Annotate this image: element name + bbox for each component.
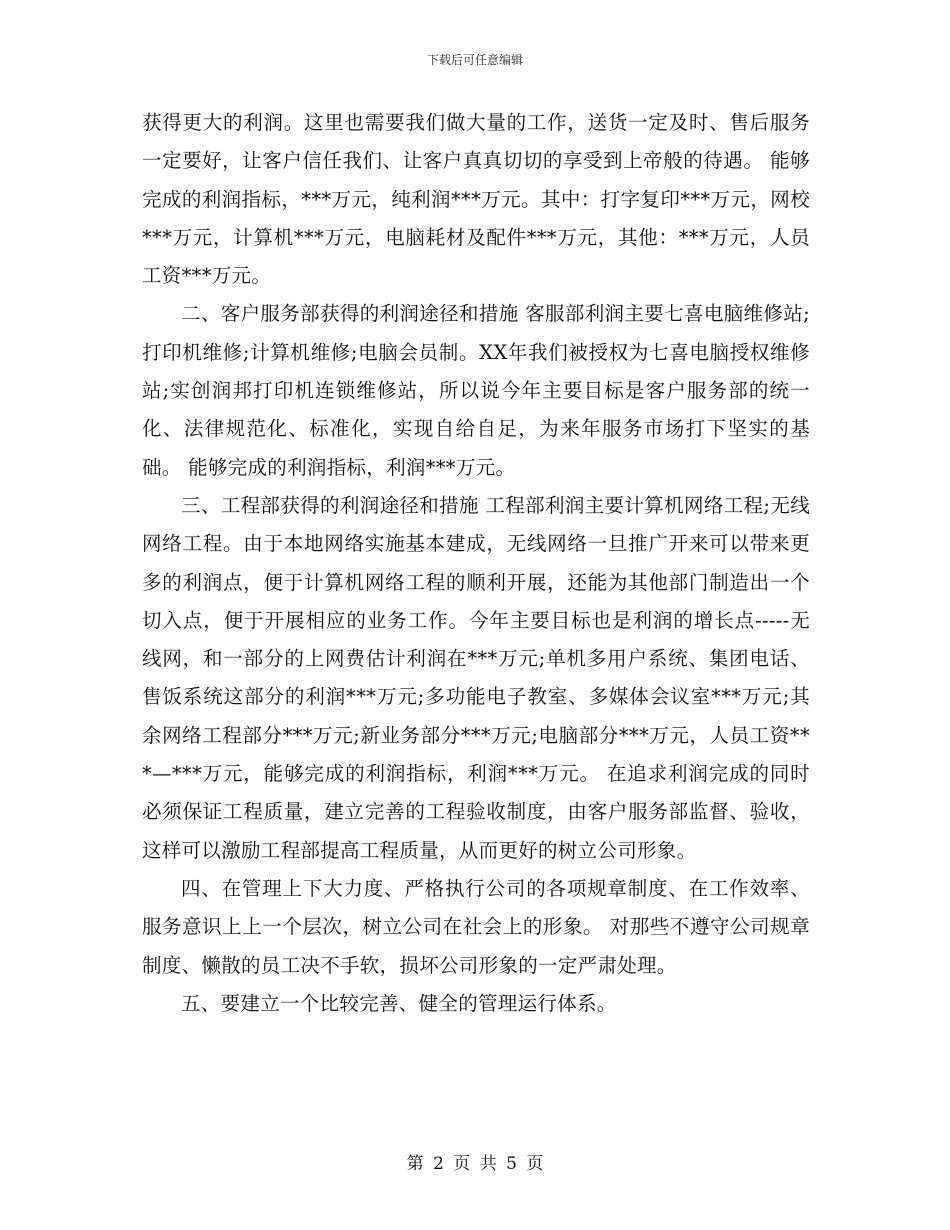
paragraph-profit-continuation: 获得更大的利润。这里也需要我们做大量的工作，送货一定及时、售后服务一定要好，让客户信任我们、让客户真真切切的享受到上帝般的待遇。 能够完成的利润指标，***万元，纯利润***万元。其中：打字复印***万元，网校***万元，计算机***万元，电脑耗材及配件***万元，其他：***万元，人员工资***万元。 — [142, 111, 810, 288]
paragraph-engineering: 三、工程部获得的利润途径和措施 工程部利润主要计算机网络工程;无线网络工程。由于本地网络实施基本建成，无线网络一旦推广开来可以带来更多的利润点，便于计算机网络工程的顺利开展，还能为其他部门制造出一个切入点，便于开展相应的业务工作。今年主要目标也是利润的增长点-----无线网，和一部分的上网费估计利润在***万元;单机多用户系统、集团电话、售饭系统这部分的利润***万元;多功能电子教室、多媒体会议室***万元;其余网络工程部分***万元;新业务部分***万元;电脑部分***万元，人员工资***—***万元，能够完成的利润指标，利润***万元。 在追求利润完成的同时必须保证工程质量，建立完善的工程验收制度，由客户服务部监督、验收，这样可以激励工程部提高工程质量，从而更好的树立公司形象。 — [142, 493, 810, 862]
page-number: 第 2 页 共 5 页 — [406, 1154, 544, 1174]
paragraph-customer-service: 二、客户服务部获得的利润途径和措施 客服部利润主要七喜电脑维修站;打印机维修;计算机维修;电脑会员制。XX年我们被授权为七喜电脑授权维修站;实创润邦打印机连锁维修站，所以说今年主要目标是客户服务部的统一化、法律规范化、标准化，实现自给自足，为来年服务市场打下坚实的基础。 能够完成的利润指标，利润***万元。 — [142, 302, 810, 479]
document-body — [142, 104, 810, 1023]
paragraph-management: 四、在管理上下大力度、严格执行公司的各项规章制度、在工作效率、服务意识上上一个层次，树立公司在社会上的形象。 对那些不遵守公司规章制度、懒散的员工决不手软，损坏公司形象的一定严肃处理。 — [142, 876, 810, 977]
paragraph-operation-system: 五、要建立一个比较完善、健全的管理运行体系。 — [181, 991, 617, 1015]
page-header-note: 下载后可任意编辑 — [426, 53, 523, 67]
